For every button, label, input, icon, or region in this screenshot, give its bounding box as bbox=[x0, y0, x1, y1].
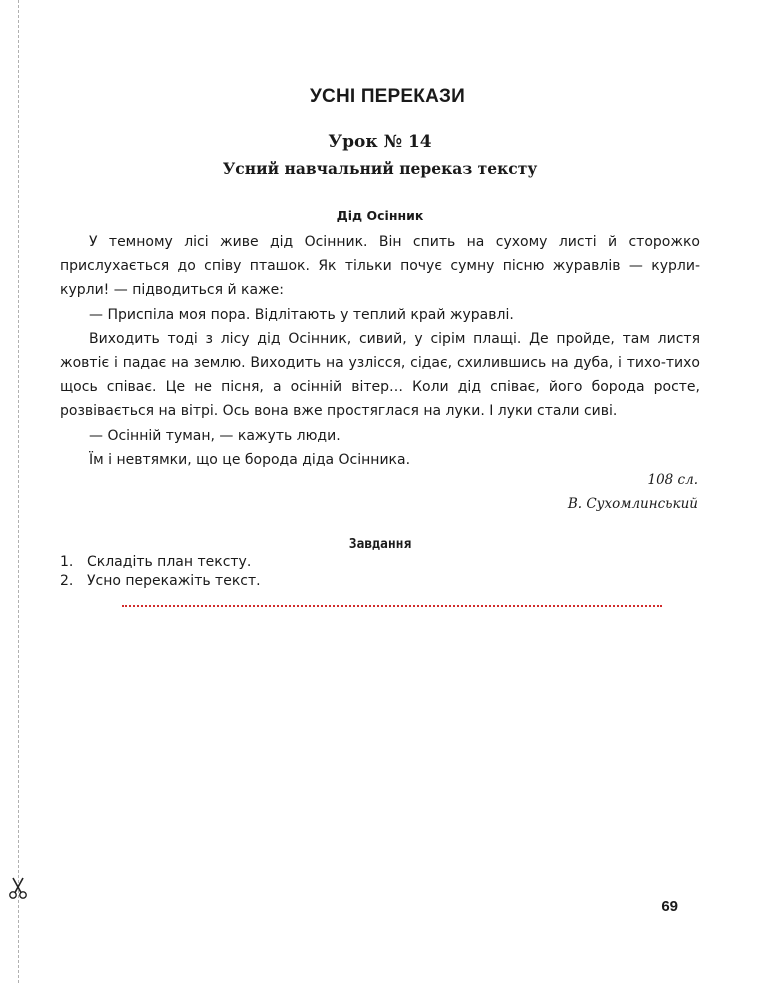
text-title: Дід Осінник bbox=[336, 208, 424, 223]
paragraph: — Приспіла моя пора. Відлітають у теплий край журавлі. bbox=[89, 306, 514, 323]
lesson-subtitle: Усний навчальний переказ тексту bbox=[222, 159, 538, 178]
tasks-list bbox=[60, 553, 261, 590]
paragraph: У темному лісі живе дід Осінник. Він спить на сухому листі й сторожко прислухається до співу пташок. Як тільки почує сумну пісню журавлів — курли-курли! — підводиться й каже: bbox=[60, 234, 700, 299]
word-count: 108 сл. bbox=[647, 472, 698, 488]
task-item bbox=[60, 572, 261, 591]
section-title: УСНІ ПЕРЕКАЗИ bbox=[310, 86, 465, 107]
lesson-number: Урок № 14 bbox=[328, 132, 432, 152]
page-number: 69 bbox=[661, 898, 678, 915]
paragraph: Їм і невтямки, що це борода діда Осінника. bbox=[89, 451, 411, 468]
dotted-divider bbox=[122, 605, 662, 607]
body-text bbox=[60, 230, 700, 472]
task-label: Усно перекажіть текст. bbox=[87, 572, 261, 589]
author: В. Сухомлинський bbox=[567, 496, 698, 512]
paragraph: Виходить тоді з лісу дід Осінник, сивий, у сірім плащі. Де пройде, там листя жовтіє і падає на землю. Виходить на узлісся, сідає, схилившись на дуба, і тихо-тихо щось співає. Це не пісня, а осінній вітер… Коли дід співає, його борода росте, розвівається на вітрі. Ось вона вже простяглася на луки. І луки стали сиві. bbox=[60, 330, 700, 420]
task-item bbox=[60, 553, 261, 572]
scissors-icon bbox=[8, 876, 28, 900]
tasks-title: Завдання bbox=[348, 537, 412, 552]
paragraph: — Осінній туман, — кажуть люди. bbox=[89, 427, 341, 444]
task-label: Складіть план тексту. bbox=[87, 554, 252, 570]
task-number: 1. bbox=[60, 554, 74, 570]
task-number: 2. bbox=[60, 572, 74, 589]
